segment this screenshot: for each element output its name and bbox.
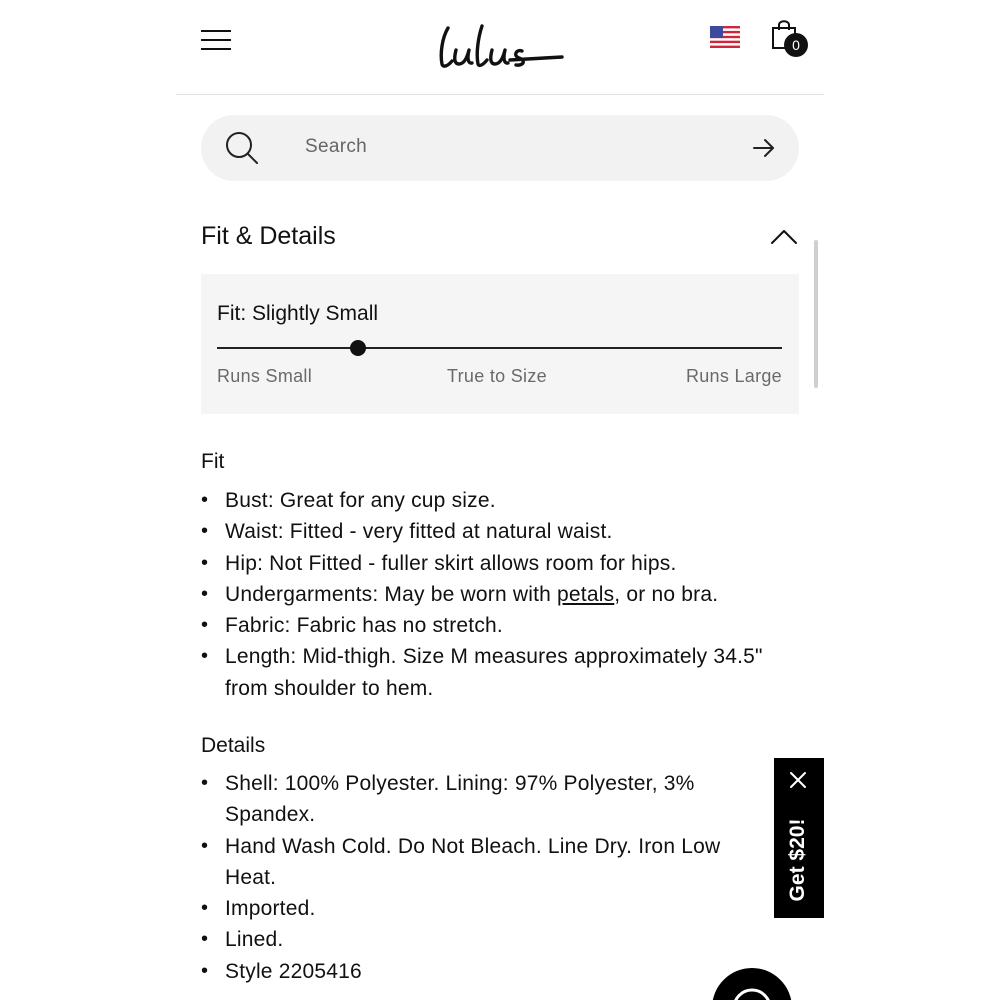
fit-scale-runs-large: Runs Large — [685, 366, 782, 386]
chevron-up-icon[interactable] — [770, 227, 798, 245]
list-item: • Hip: Not Fitted - fuller skirt allows room for hips. — [201, 548, 801, 579]
list-item — [201, 579, 801, 610]
promo-tab[interactable] — [774, 758, 824, 918]
list-item-text: , or no bra. — [614, 582, 719, 606]
arrow-right-icon[interactable] — [752, 137, 776, 159]
hamburger-menu-icon[interactable] — [201, 28, 231, 52]
details-list — [201, 768, 761, 987]
list-item: • Lined. — [201, 924, 761, 955]
list-item: • Fabric: Fabric has no stretch. — [201, 610, 801, 641]
list-item: • Imported. — [201, 893, 761, 924]
fit-details-title[interactable]: Fit & Details — [201, 222, 336, 250]
fit-scale-runs-small: Runs Small — [217, 366, 313, 386]
list-item: • Hand Wash Cold. Do Not Bleach. Line Dry. Iron Low Heat. — [201, 831, 761, 894]
search-bar[interactable] — [201, 115, 799, 181]
scrollbar[interactable] — [814, 240, 818, 388]
list-item: • Bust: Great for any cup size. — [201, 485, 801, 516]
list-item: • Waist: Fitted - very fitted at natural waist. — [201, 516, 801, 547]
list-item-text: Undergarments: May be worn with — [225, 582, 558, 606]
product-details-page — [176, 0, 824, 1000]
fit-scale-panel — [201, 274, 799, 414]
brand-logo[interactable] — [434, 14, 566, 74]
search-icon — [225, 131, 259, 165]
fit-track — [217, 347, 782, 349]
fit-list — [201, 485, 801, 704]
close-icon[interactable] — [788, 770, 808, 790]
fit-indicator — [350, 340, 366, 356]
us-flag-icon[interactable] — [710, 26, 740, 48]
petals-link[interactable]: petals — [557, 582, 615, 606]
fit-heading: Fit — [201, 450, 225, 473]
fit-scale-true-to-size: True to Size — [447, 366, 547, 386]
promo-label[interactable]: Get $20! — [786, 818, 809, 902]
list-item: • Length: Mid-thigh. Size M measures approximately 34.5" from shoulder to hem. — [201, 641, 801, 704]
fit-label: Fit: Slightly Small — [217, 302, 379, 325]
list-item: • Style 2205416 — [201, 956, 761, 987]
chat-button[interactable] — [712, 968, 792, 1000]
details-heading: Details — [201, 734, 266, 757]
chat-icon — [712, 968, 792, 1000]
shopping-bag-button[interactable] — [770, 18, 810, 60]
site-header — [176, 0, 824, 95]
list-item: • Shell: 100% Polyester. Lining: 97% Polyester, 3% Spandex. — [201, 768, 761, 831]
search-placeholder[interactable]: Search — [305, 136, 368, 157]
cart-count-badge: 0 — [784, 33, 808, 57]
